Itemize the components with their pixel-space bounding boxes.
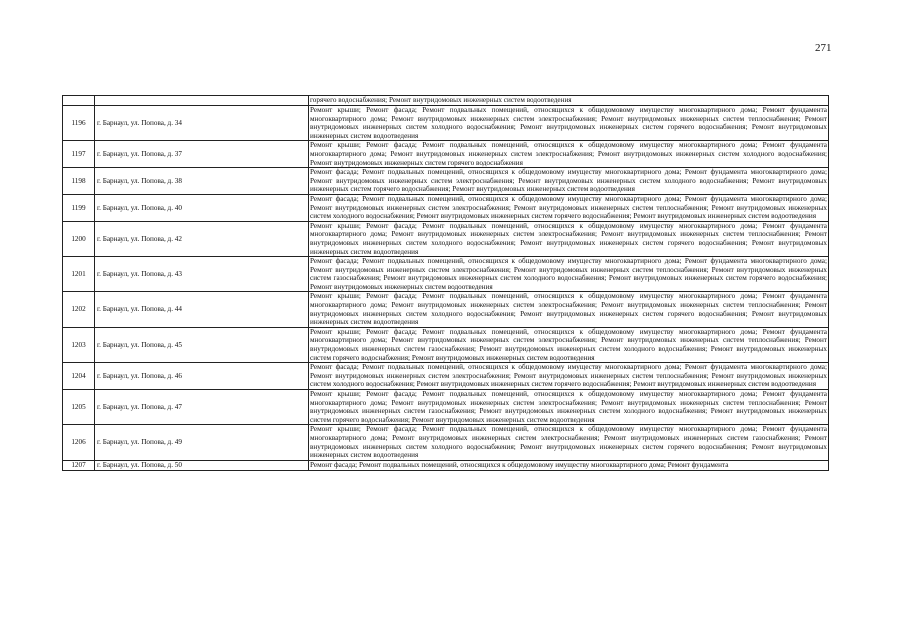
- address-cell: г. Барнаул, ул. Попова, д. 40: [95, 194, 309, 221]
- address-cell: [95, 96, 309, 106]
- row-number-cell: 1206: [63, 425, 95, 460]
- address-cell: г. Барнаул, ул. Попова, д. 44: [95, 292, 309, 327]
- works-cell: Ремонт фасада; Ремонт подвальных помещений, относящихся к общедомовому имуществу многоквартирного дома; Ремонт фундамента многоквартирного дома; Ремонт внутридомовых инженерных систем электроснабжения; Ремонт внутридомовых инженерных систем теплоснабжения; Ремонт внутридомовых инженерных систем холодного водоснабжения; Ремонт внутридомовых инженерных систем горячего водоснабжения; Ремонт внутридомовых инженерных систем водоотведения: [310, 363, 827, 389]
- address-cell: г. Барнаул, ул. Попова, д. 38: [95, 168, 309, 195]
- table-row: [63, 141, 829, 168]
- address-cell: г. Барнаул, ул. Попова, д. 47: [95, 390, 309, 425]
- table-row: [63, 221, 829, 256]
- row-number-cell: 1201: [63, 257, 95, 292]
- works-table-container: [62, 95, 828, 471]
- table-row: [63, 257, 829, 292]
- works-cell: Ремонт фасада; Ремонт подвальных помещений, относящихся к общедомовому имуществу многоквартирного дома; Ремонт фундамента многоквартирного дома; Ремонт внутридомовых инженерных систем электроснабжения; Ремонт внутридомовых инженерных систем теплоснабжения; Ремонт внутридомовых инженерных систем газоснабжения; Ремонт внутридомовых инженерных систем холодного водоснабжения; Ремонт внутридомовых инженерных систем горячего водоснабжения; Ремонт внутридомовых инженерных систем водоотведения: [310, 257, 827, 291]
- works-cell: Ремонт фасада; Ремонт подвальных помещений, относящихся к общедомовому имуществу многоквартирного дома; Ремонт фундамента многоквартирного дома; Ремонт внутридомовых инженерных систем электроснабжения; Ремонт внутридомовых инженерных систем теплоснабжения; Ремонт внутридомовых инженерных систем холодного водоснабжения; Ремонт внутридомовых инженерных систем горячего водоснабжения; Ремонт внутридомовых инженерных систем водоотведения: [310, 194, 827, 221]
- works-cell: горячего водоснабжения; Ремонт внутридомовых инженерных систем водоотведения: [309, 96, 829, 106]
- table-row: [63, 425, 829, 460]
- address-cell: г. Барнаул, ул. Попова, д. 34: [95, 106, 309, 141]
- row-number-cell: [63, 96, 95, 106]
- table-row: [63, 363, 829, 390]
- table-row: [63, 327, 829, 362]
- address-cell: г. Барнаул, ул. Попова, д. 50: [95, 460, 309, 470]
- row-number-cell: 1207: [63, 460, 95, 470]
- works-cell: Ремонт крыши; Ремонт фасада; Ремонт подвальных помещений, относящихся к общедомовому имуществу многоквартирного дома; Ремонт фундамента многоквартирного дома; Ремонт внутридомовых инженерных систем электроснабжения; Ремонт внутридомовых инженерных систем теплоснабжения; Ремонт внутридомовых инженерных систем холодного водоснабжения; Ремонт внутридомовых инженерных систем горячего водоснабжения; Ремонт внутридомовых инженерных систем водоотведения: [310, 292, 827, 327]
- row-number-cell: 1199: [63, 194, 95, 221]
- works-cell: Ремонт крыши; Ремонт фасада; Ремонт подвальных помещений, относящихся к общедомовому имуществу многоквартирного дома; Ремонт фундамента многоквартирного дома; Ремонт внутридомовых инженерных систем электроснабжения; Ремонт внутридомовых инженерных систем холодного водоснабжения; Ремонт внутридомовых инженерных систем горячего водоснабжения: [310, 141, 827, 167]
- works-cell: Ремонт крыши; Ремонт фасада; Ремонт подвальных помещений, относящихся к общедомовому имуществу многоквартирного дома; Ремонт фундамента многоквартирного дома; Ремонт внутридомовых инженерных систем электроснабжения; Ремонт внутридомовых инженерных систем теплоснабжения; Ремонт внутридомовых инженерных систем холодного водоснабжения; Ремонт внутридомовых инженерных систем горячего водоснабжения; Ремонт внутридомовых инженерных систем водоотведения: [310, 106, 827, 140]
- works-cell: Ремонт крыши; Ремонт фасада; Ремонт подвальных помещений, относящихся к общедомовому имуществу многоквартирного дома; Ремонт фундамента многоквартирного дома; Ремонт внутридомовых инженерных систем электроснабжения; Ремонт внутридомовых инженерных систем газоснабжения; Ремонт внутридомовых инженерных систем холодного водоснабжения; Ремонт внутридомовых инженерных систем горячего водоснабжения; Ремонт внутридомовых инженерных систем водоотведения: [310, 425, 827, 460]
- table-row: [63, 106, 829, 141]
- address-cell: г. Барнаул, ул. Попова, д. 42: [95, 221, 309, 256]
- page-number: 271: [815, 42, 832, 54]
- table-row: [63, 460, 829, 470]
- works-table: [62, 95, 829, 471]
- table-row: [63, 168, 829, 195]
- row-number-cell: 1200: [63, 221, 95, 256]
- row-number-cell: 1205: [63, 390, 95, 425]
- works-cell: Ремонт крыши; Ремонт фасада; Ремонт подвальных помещений, относящихся к общедомовому имуществу многоквартирного дома; Ремонт фундамента многоквартирного дома; Ремонт внутридомовых инженерных систем электроснабжения; Ремонт внутридомовых инженерных систем теплоснабжения; Ремонт внутридомовых инженерных систем газоснабжения; Ремонт внутридомовых инженерных систем холодного водоснабжения; Ремонт внутридомовых инженерных систем горячего водоснабжения; Ремонт внутридомовых инженерных систем водоотведения: [310, 390, 827, 424]
- row-number-cell: 1203: [63, 327, 95, 362]
- works-cell: Ремонт фасада; Ремонт подвальных помещений, относящихся к общедомовому имуществу многоквартирного дома; Ремонт фундамента многоквартирного дома; Ремонт внутридомовых инженерных систем электроснабжения; Ремонт внутридомовых инженерных систем холодного водоснабжения; Ремонт внутридомовых инженерных систем горячего водоснабжения; Ремонт внутридомовых инженерных систем водоотведения: [310, 168, 827, 194]
- row-number-cell: 1204: [63, 363, 95, 390]
- address-cell: г. Барнаул, ул. Попова, д. 43: [95, 257, 309, 292]
- works-cell: Ремонт крыши; Ремонт фасада; Ремонт подвальных помещений, относящихся к общедомовому имуществу многоквартирного дома; Ремонт фундамента многоквартирного дома; Ремонт внутридомовых инженерных систем электроснабжения; Ремонт внутридомовых инженерных систем теплоснабжения; Ремонт внутридомовых инженерных систем холодного водоснабжения; Ремонт внутридомовых инженерных систем горячего водоснабжения; Ремонт внутридомовых инженерных систем водоотведения: [310, 221, 827, 256]
- works-cell: Ремонт фасада; Ремонт подвальных помещений, относящихся к общедомовому имуществу многоквартирного дома; Ремонт фундамента: [309, 460, 829, 470]
- table-row: [63, 390, 829, 425]
- row-number-cell: 1198: [63, 168, 95, 195]
- address-cell: г. Барнаул, ул. Попова, д. 46: [95, 363, 309, 390]
- row-number-cell: 1197: [63, 141, 95, 168]
- row-number-cell: 1196: [63, 106, 95, 141]
- table-row-continuation: [63, 96, 829, 106]
- works-cell: Ремонт крыши; Ремонт фасада; Ремонт подвальных помещений, относящихся к общедомовому имуществу многоквартирного дома; Ремонт фундамента многоквартирного дома; Ремонт внутридомовых инженерных систем электроснабжения; Ремонт внутридомовых инженерных систем теплоснабжения; Ремонт внутридомовых инженерных систем газоснабжения; Ремонт внутридомовых инженерных систем холодного водоснабжения; Ремонт внутридомовых инженерных систем горячего водоснабжения; Ремонт внутридомовых инженерных систем водоотведения: [310, 327, 827, 362]
- address-cell: г. Барнаул, ул. Попова, д. 45: [95, 327, 309, 362]
- row-number-cell: 1202: [63, 292, 95, 327]
- table-row: [63, 292, 829, 327]
- address-cell: г. Барнаул, ул. Попова, д. 37: [95, 141, 309, 168]
- address-cell: г. Барнаул, ул. Попова, д. 49: [95, 425, 309, 460]
- table-row: [63, 194, 829, 221]
